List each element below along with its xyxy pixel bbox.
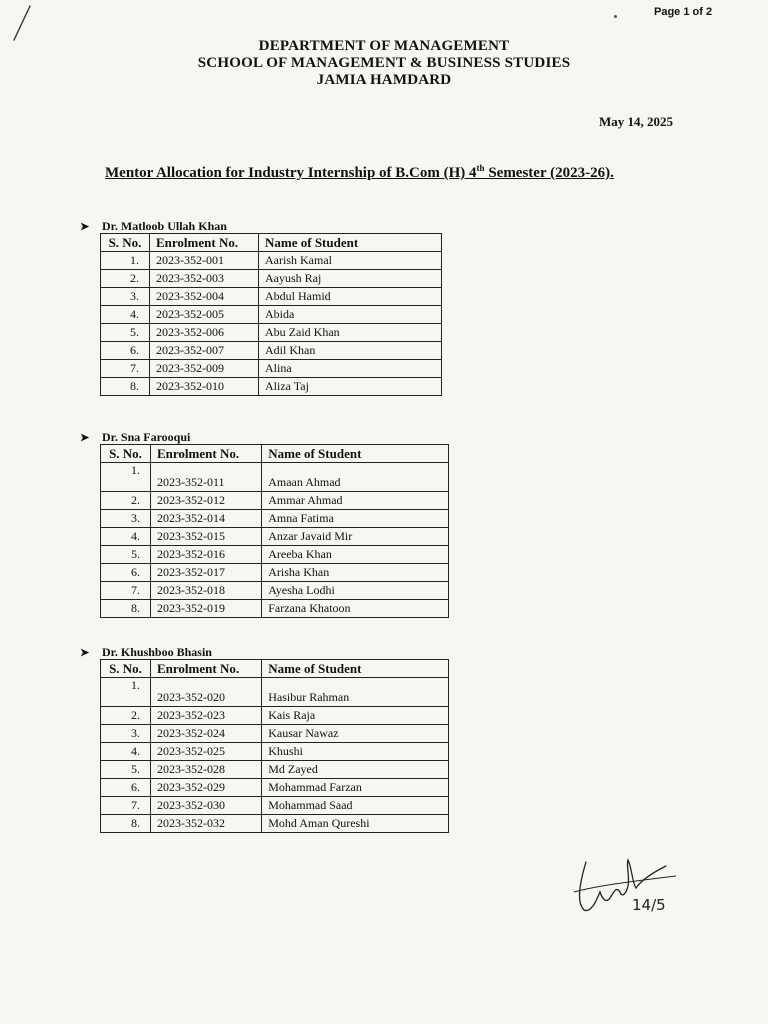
student-name-cell: Aarish Kamal (259, 252, 442, 270)
student-table (100, 659, 449, 833)
enrolment-number-cell: 2023-352-018 (151, 582, 262, 600)
serial-number-cell: 2. (101, 492, 151, 510)
column-header: Name of Student (262, 660, 449, 678)
enrolment-number-cell: 2023-352-028 (151, 761, 262, 779)
table-row (101, 761, 449, 779)
student-name-cell: Alina (259, 360, 442, 378)
student-name-cell: Abdul Hamid (259, 288, 442, 306)
enrolment-number-cell: 2023-352-015 (151, 528, 262, 546)
column-header: S. No. (101, 660, 151, 678)
serial-number-cell: 8. (101, 815, 151, 833)
table-row (101, 510, 449, 528)
student-name-cell: Aayush Raj (259, 270, 442, 288)
serial-number-cell: 1. (101, 463, 151, 492)
student-table (100, 233, 442, 396)
table-header-row (101, 445, 449, 463)
enrolment-number-cell: 2023-352-016 (151, 546, 262, 564)
enrolment-number-cell: 2023-352-023 (151, 707, 262, 725)
bullet-arrow-icon: ➤ (80, 221, 90, 233)
serial-number-cell: 7. (101, 360, 150, 378)
scan-speck (614, 15, 617, 18)
table-row (101, 252, 442, 270)
school-name: SCHOOL OF MANAGEMENT & BUSINESS STUDIES (197, 55, 571, 71)
serial-number-cell: 5. (101, 324, 150, 342)
serial-number-cell: 4. (101, 743, 151, 761)
enrolment-number-cell: 2023-352-005 (150, 306, 259, 324)
serial-number-cell: 3. (101, 510, 151, 528)
document-date: May 14, 2025 (599, 114, 674, 129)
mentor-heading (80, 431, 449, 444)
department-name: DEPARTMENT OF MANAGEMENT (258, 38, 510, 54)
table-row (101, 288, 442, 306)
table-row (101, 378, 442, 396)
serial-number-cell: 8. (101, 378, 150, 396)
serial-number-cell: 2. (101, 270, 150, 288)
table-row (101, 360, 442, 378)
table-row (101, 779, 449, 797)
mentor-name: Dr. Sna Farooqui (102, 430, 191, 444)
student-name-cell: Abu Zaid Khan (259, 324, 442, 342)
column-header: Enrolment No. (151, 660, 262, 678)
serial-number-cell: 7. (101, 582, 151, 600)
bullet-arrow-icon: ➤ (80, 432, 90, 444)
student-name-cell: Arisha Khan (262, 564, 449, 582)
student-name-cell: Khushi (262, 743, 449, 761)
serial-number-cell: 6. (101, 564, 151, 582)
column-header: Enrolment No. (150, 234, 259, 252)
serial-number-cell: 6. (101, 779, 151, 797)
serial-number-cell: 5. (101, 546, 151, 564)
table-row (101, 600, 449, 618)
student-name-cell: Mohammad Farzan (262, 779, 449, 797)
enrolment-number-cell: 2023-352-003 (150, 270, 259, 288)
enrolment-number-cell: 2023-352-024 (151, 725, 262, 743)
student-name-cell: Mohammad Saad (262, 797, 449, 815)
signature-date: 14/5 (632, 896, 666, 914)
table-row (101, 707, 449, 725)
student-name-cell: Adil Khan (259, 342, 442, 360)
table-row (101, 564, 449, 582)
column-header: S. No. (101, 234, 150, 252)
table-header-row (101, 234, 442, 252)
signature (566, 852, 686, 922)
student-table (100, 444, 449, 618)
table-row (101, 546, 449, 564)
enrolment-number-cell: 2023-352-032 (151, 815, 262, 833)
serial-number-cell: 4. (101, 306, 150, 324)
serial-number-cell: 2. (101, 707, 151, 725)
table-row (101, 492, 449, 510)
table-row (101, 528, 449, 546)
table-row (101, 725, 449, 743)
table-row (101, 270, 442, 288)
enrolment-number-cell: 2023-352-007 (150, 342, 259, 360)
enrolment-number-cell: 2023-352-017 (151, 564, 262, 582)
serial-number-cell: 3. (101, 288, 150, 306)
serial-number-cell: 5. (101, 761, 151, 779)
table-row (101, 815, 449, 833)
mentor-section (80, 646, 449, 833)
table-row (101, 582, 449, 600)
student-name-cell: Amaan Ahmad (262, 463, 449, 492)
mentor-name: Dr. Matloob Ullah Khan (102, 219, 227, 233)
enrolment-number-cell: 2023-352-029 (151, 779, 262, 797)
university-name: JAMIA HAMDARD (316, 72, 452, 88)
serial-number-cell: 6. (101, 342, 150, 360)
table-row (101, 678, 449, 707)
table-row (101, 324, 442, 342)
mentor-section (80, 431, 449, 618)
student-name-cell: Aliza Taj (259, 378, 442, 396)
bullet-arrow-icon: ➤ (80, 647, 90, 659)
table-row (101, 306, 442, 324)
enrolment-number-cell: 2023-352-011 (151, 463, 262, 492)
student-name-cell: Md Zayed (262, 761, 449, 779)
column-header: Name of Student (262, 445, 449, 463)
serial-number-cell: 3. (101, 725, 151, 743)
student-name-cell: Ammar Ahmad (262, 492, 449, 510)
enrolment-number-cell: 2023-352-019 (151, 600, 262, 618)
enrolment-number-cell: 2023-352-006 (150, 324, 259, 342)
enrolment-number-cell: 2023-352-014 (151, 510, 262, 528)
enrolment-number-cell: 2023-352-025 (151, 743, 262, 761)
table-row (101, 342, 442, 360)
mentor-section (80, 220, 442, 396)
enrolment-number-cell: 2023-352-004 (150, 288, 259, 306)
table-row (101, 797, 449, 815)
enrolment-number-cell: 2023-352-020 (151, 678, 262, 707)
enrolment-number-cell: 2023-352-030 (151, 797, 262, 815)
serial-number-cell: 4. (101, 528, 151, 546)
student-name-cell: Areeba Khan (262, 546, 449, 564)
serial-number-cell: 1. (101, 252, 150, 270)
column-header: Enrolment No. (151, 445, 262, 463)
table-header-row (101, 660, 449, 678)
student-name-cell: Abida (259, 306, 442, 324)
enrolment-number-cell: 2023-352-001 (150, 252, 259, 270)
enrolment-number-cell: 2023-352-012 (151, 492, 262, 510)
enrolment-number-cell: 2023-352-009 (150, 360, 259, 378)
student-name-cell: Hasibur Rahman (262, 678, 449, 707)
document-title: Mentor Allocation for Industry Internship of B.Com (H) 4th Semester (2023-26). (105, 163, 614, 181)
letterhead (0, 38, 768, 89)
enrolment-number-cell: 2023-352-010 (150, 378, 259, 396)
serial-number-cell: 1. (101, 678, 151, 707)
student-name-cell: Ayesha Lodhi (262, 582, 449, 600)
serial-number-cell: 8. (101, 600, 151, 618)
student-name-cell: Anzar Javaid Mir (262, 528, 449, 546)
student-name-cell: Mohd Aman Qureshi (262, 815, 449, 833)
column-header: Name of Student (259, 234, 442, 252)
column-header: S. No. (101, 445, 151, 463)
mentor-heading (80, 646, 449, 659)
student-name-cell: Kausar Nawaz (262, 725, 449, 743)
student-name-cell: Kais Raja (262, 707, 449, 725)
mentor-name: Dr. Khushboo Bhasin (102, 645, 212, 659)
serial-number-cell: 7. (101, 797, 151, 815)
table-row (101, 743, 449, 761)
student-name-cell: Amna Fatima (262, 510, 449, 528)
page-number: Page 1 of 2 (654, 6, 713, 18)
table-row (101, 463, 449, 492)
student-name-cell: Farzana Khatoon (262, 600, 449, 618)
mentor-heading (80, 220, 442, 233)
